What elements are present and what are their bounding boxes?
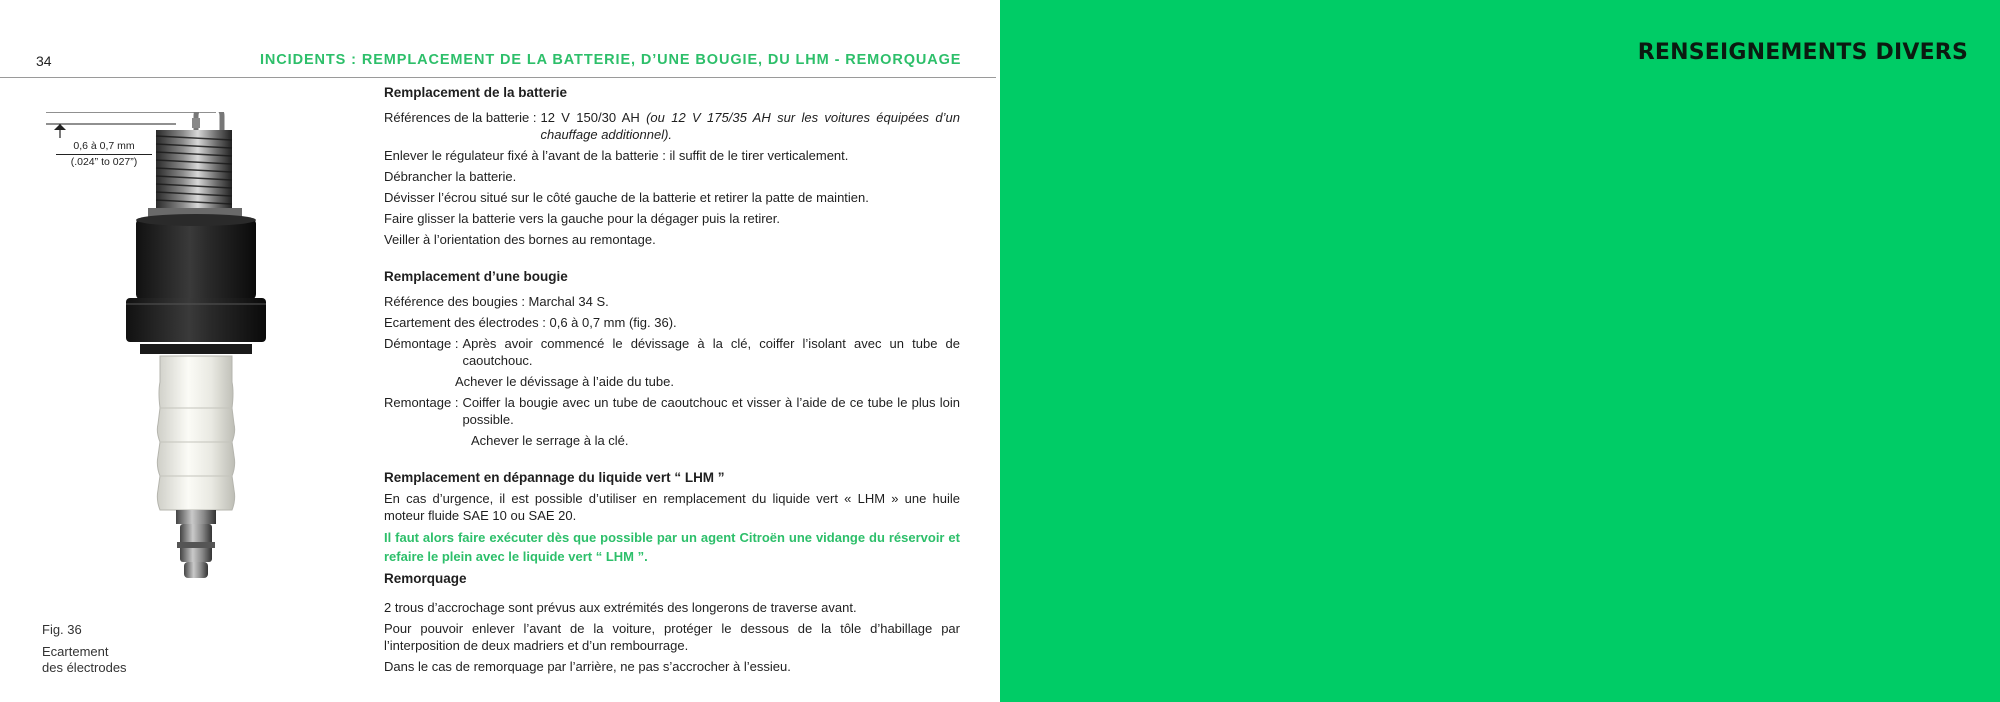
spark-plug-illustration	[36, 112, 276, 592]
running-header: INCIDENTS : REMPLACEMENT DE LA BATTERIE, D’UNE BOUGIE, DU LHM - REMORQUAGE	[260, 52, 962, 68]
battery-section	[384, 84, 960, 248]
lhm-section	[384, 469, 960, 566]
mount-label: Remontage :	[384, 395, 459, 410]
lhm-heading: Remplacement en dépannage du liquide vert “ LHM ”	[384, 470, 725, 485]
mount-text: Coiffer la bougie avec un tube de caoutchouc et visser à l’aide de ce tube le plus loin possible.	[462, 395, 960, 427]
caption-line-2: des électrodes	[42, 660, 127, 675]
section-title: RENSEIGNEMENTS DIVERS	[1637, 40, 1968, 65]
figure-number: Fig. 36	[42, 622, 82, 637]
plug-section	[384, 268, 960, 449]
plug-mount	[384, 394, 960, 428]
dismount-text-2: Achever le dévissage à l’aide du tube.	[455, 374, 674, 389]
spark-plug-figure	[36, 112, 276, 592]
towing-section	[384, 570, 960, 675]
battery-step: Dévisser l’écrou situé sur le côté gauche de la batterie et retirer la patte de maintien.	[384, 190, 869, 205]
right-page	[1000, 0, 2000, 702]
gap-metric: 0,6 à 0,7 mm	[56, 140, 152, 155]
page-number: 34	[36, 53, 52, 69]
gap-dimension-label	[56, 140, 152, 169]
towing-paragraph: Dans le cas de remorquage par l’arrière, ne pas s’accrocher à l’essieu.	[384, 659, 791, 674]
dismount-text: Après avoir commencé le dévissage à la clé, coiffer l’isolant avec un tube de caoutchouc.	[462, 336, 960, 368]
mount-text-2: Achever le serrage à la clé.	[471, 433, 629, 448]
battery-ref-value-wrap	[540, 109, 960, 143]
battery-ref-value: 12 V 150/30 AH	[540, 110, 640, 125]
dismount-label: Démontage :	[384, 336, 459, 351]
battery-step: Enlever le régulateur fixé à l’avant de la batterie : il suffit de le tirer verticalement.	[384, 148, 849, 163]
battery-heading: Remplacement de la batterie	[384, 85, 568, 100]
battery-ref-note: (ou 12 V 175/35 AH sur les voitures équipées d’un chauffage additionnel).	[540, 110, 960, 142]
plug-heading: Remplacement d’une bougie	[384, 269, 568, 284]
battery-step: Veiller à l’orientation des bornes au remontage.	[384, 232, 656, 247]
lhm-warning: Il faut alors faire exécuter dès que possible par un agent Citroën une vidange du réservoir et refaire le plein avec le liquide vert “ LHM ”.	[384, 530, 960, 564]
towing-heading: Remorquage	[384, 571, 467, 586]
body-text	[384, 84, 960, 679]
battery-reference	[384, 109, 960, 143]
plug-gap: Ecartement des électrodes : 0,6 à 0,7 mm (fig. 36).	[384, 315, 677, 330]
battery-ref-label: Références de la batterie :	[384, 110, 537, 125]
battery-step: Débrancher la batterie.	[384, 169, 517, 184]
header-rule	[0, 77, 996, 78]
caption-line-1: Ecartement	[42, 644, 109, 659]
figure-caption	[42, 622, 127, 676]
towing-paragraph: Pour pouvoir enlever l’avant de la voiture, protéger le dessous de la tôle d’habillage par l’interposition de deux madriers et d’un rembourrage.	[384, 621, 960, 653]
gap-imperial: (.024” to 027”)	[70, 156, 138, 168]
lhm-text: En cas d’urgence, il est possible d’utiliser en remplacement du liquide vert « LHM » une huile moteur fluide SAE 10 ou SAE 20.	[384, 491, 960, 523]
towing-paragraph: 2 trous d’accrochage sont prévus aux extrémités des longerons de traverse avant.	[384, 600, 857, 615]
battery-step: Faire glisser la batterie vers la gauche pour la dégager puis la retirer.	[384, 211, 780, 226]
plug-reference: Référence des bougies : Marchal 34 S.	[384, 294, 609, 309]
plug-dismount	[384, 335, 960, 369]
